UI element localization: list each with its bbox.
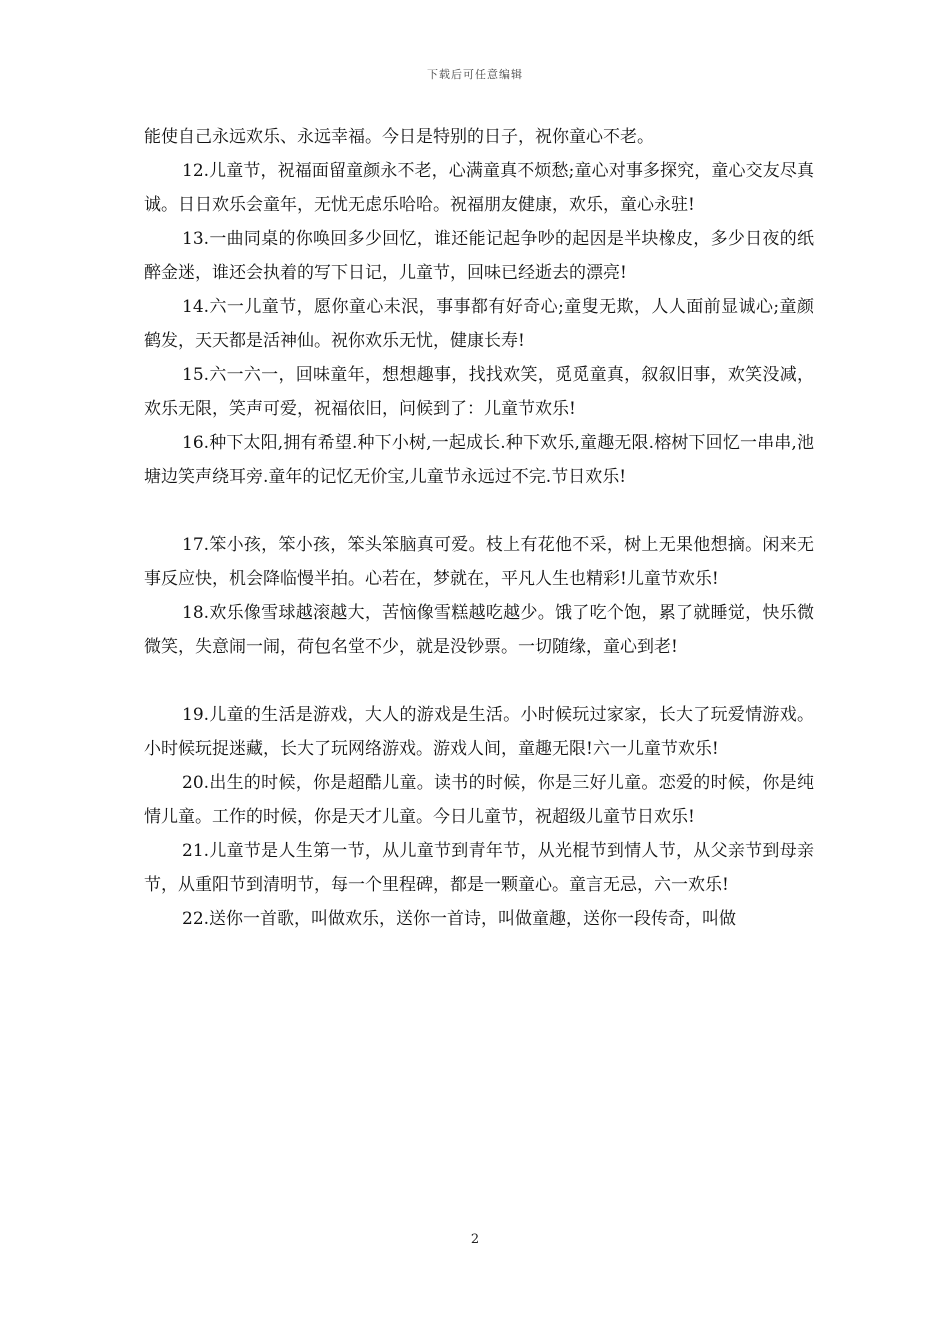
document-body <box>144 120 814 936</box>
paragraph-14: 14.六一儿童节，愿你童心未泯，事事都有好奇心;童叟无欺，人人面前显诚心;童颜鹤发，天天都是活神仙。祝你欢乐无忧，健康长寿! <box>144 297 814 351</box>
paragraph-15: 15.六一六一，回味童年，想想趣事，找找欢笑，觅觅童真，叙叙旧事，欢笑没减，欢乐无限，笑声可爱，祝福依旧，问候到了：儿童节欢乐! <box>144 365 814 419</box>
page-number: 2 <box>470 1232 480 1247</box>
paragraph-17: 17.笨小孩，笨小孩，笨头笨脑真可爱。枝上有花他不采，树上无果他想摘。闲来无事反应快，机会降临慢半拍。心若在，梦就在，平凡人生也精彩!儿童节欢乐! <box>144 535 814 589</box>
paragraph-continuation: 能使自己永远欢乐、永远幸福。今日是特别的日子，祝你童心不老。 <box>144 127 654 147</box>
page-header: 下载后可任意编辑 <box>427 68 523 81</box>
paragraph-19: 19.儿童的生活是游戏，大人的游戏是生活。小时候玩过家家，长大了玩爱情游戏。小时候玩捉迷藏，长大了玩网络游戏。游戏人间，童趣无限!六一儿童节欢乐! <box>144 705 814 759</box>
paragraph-21: 21.儿童节是人生第一节，从儿童节到青年节，从光棍节到情人节，从父亲节到母亲节，从重阳节到清明节，每一个里程碑，都是一颗童心。童言无忌，六一欢乐! <box>144 841 814 895</box>
paragraph-20: 20.出生的时候，你是超酷儿童。读书的时候，你是三好儿童。恋爱的时候，你是纯情儿童。工作的时候，你是天才儿童。今日儿童节，祝超级儿童节日欢乐! <box>144 773 814 827</box>
paragraph-16: 16.种下太阳,拥有希望.种下小树,一起成长.种下欢乐,童趣无限.榕树下回忆一串串,池塘边笑声绕耳旁.童年的记忆无价宝,儿童节永远过不完.节日欢乐! <box>144 433 814 487</box>
paragraph-12: 12.儿童节，祝福面留童颜永不老，心满童真不烦愁;童心对事多探究，童心交友尽真诚。日日欢乐会童年，无忧无虑乐哈哈。祝福朋友健康，欢乐，童心永驻! <box>144 161 814 215</box>
paragraph-22: 22.送你一首歌，叫做欢乐，送你一首诗，叫做童趣，送你一段传奇，叫做 <box>182 909 737 929</box>
paragraph-13: 13.一曲同桌的你唤回多少回忆，谁还能记起争吵的起因是半块橡皮，多少日夜的纸醉金迷，谁还会执着的写下日记，儿童节，回味已经逝去的漂亮! <box>144 229 814 283</box>
paragraph-18: 18.欢乐像雪球越滚越大，苦恼像雪糕越吃越少。饿了吃个饱，累了就睡觉，快乐微微笑，失意闹一闹，荷包名堂不少，就是没钞票。一切随缘，童心到老! <box>144 603 814 657</box>
